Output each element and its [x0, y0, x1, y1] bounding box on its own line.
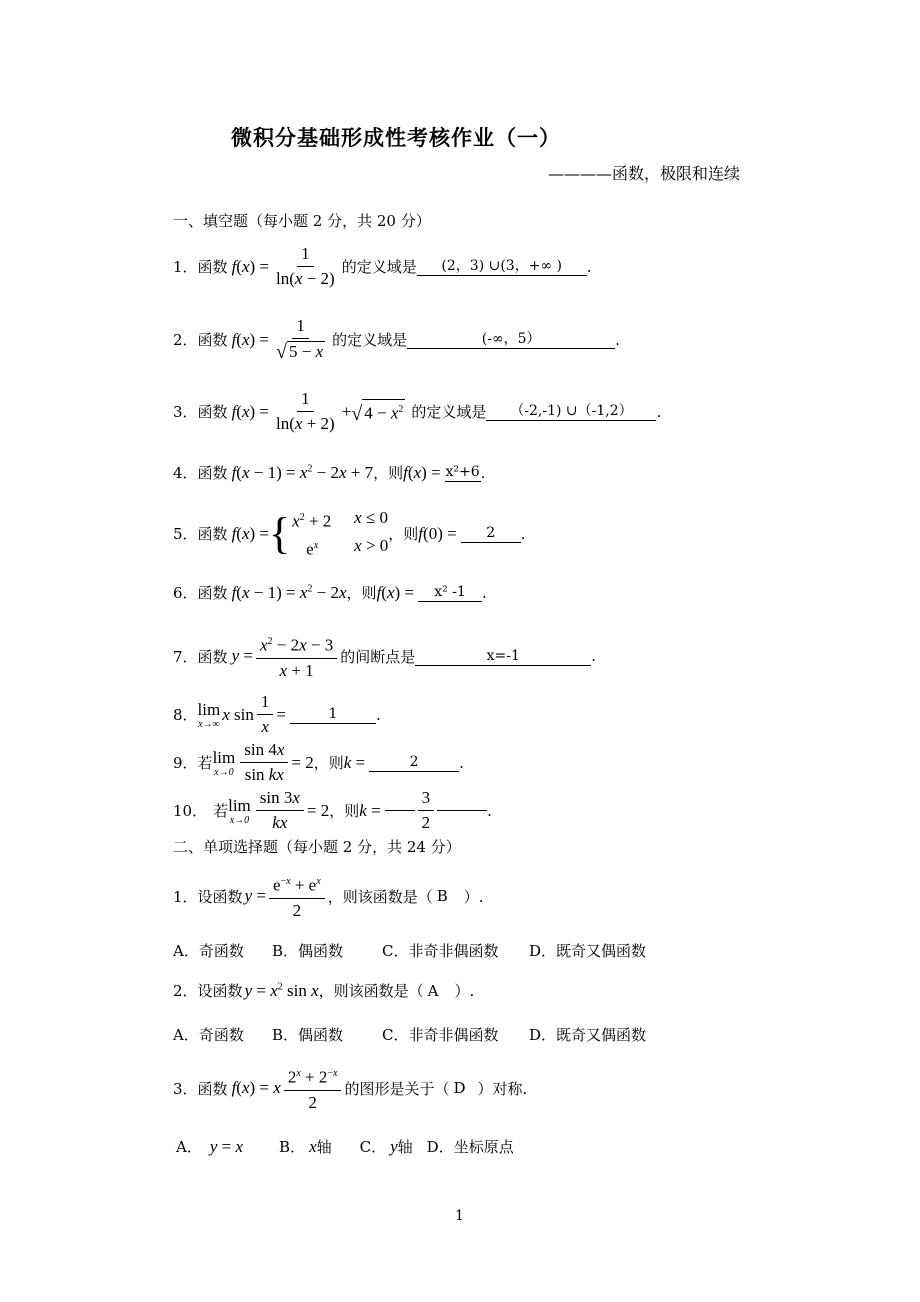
mc3-option-b-label: B．	[279, 1138, 306, 1156]
piecewise	[269, 506, 388, 561]
answer-blank: (2，3) ∪(3，+∞ )	[417, 257, 587, 276]
period: .	[375, 705, 381, 724]
answer-numerator: 3	[418, 788, 435, 811]
mc3-option-a-formula: y = x	[209, 1136, 244, 1156]
fraction	[269, 872, 325, 921]
word-ruo: 若	[213, 802, 229, 820]
formula-paren: (	[236, 401, 242, 421]
mc1-option-d: D．既奇又偶函数	[529, 942, 647, 960]
question-10	[173, 788, 492, 833]
formula: $f(x - 1) = x^2 - 2x + 7$	[231, 462, 374, 482]
answer-blank: (-∞，5）	[407, 330, 615, 349]
piece-cond: x > 0	[354, 535, 389, 555]
question-1	[173, 244, 592, 289]
lim-sub: x→∞	[198, 718, 220, 730]
formula-rhs: k =	[343, 752, 366, 772]
mc3-option-c-var: y	[390, 1136, 398, 1156]
sqrt	[351, 399, 405, 424]
question-7	[173, 632, 596, 681]
mc2-option-b: B．偶函数	[272, 1026, 344, 1044]
word-ze: ，则	[346, 584, 377, 602]
fraction-denominator: kx	[272, 813, 288, 832]
word-hanshu: 函数	[197, 1079, 228, 1098]
word-zegai: ，则该函数是（	[318, 982, 424, 1000]
mc3-options	[176, 1136, 514, 1157]
formula: x sin	[222, 704, 254, 724]
question-6	[173, 582, 487, 603]
sqrt-sign: √	[276, 341, 287, 363]
brace: {	[269, 508, 291, 558]
mc1-option-c: C．非奇非偶函数	[382, 942, 499, 960]
question-number: 3．	[173, 403, 198, 421]
word-hanshu: 函数	[197, 403, 228, 421]
limit	[213, 748, 236, 778]
answer-blank: x=-1	[415, 647, 591, 666]
answer-blank: 2	[369, 753, 459, 772]
fraction	[257, 692, 274, 737]
period: .	[487, 801, 492, 820]
word-ruo: 若	[197, 754, 213, 772]
question-number: 9．	[173, 754, 198, 772]
question-number: 2．	[173, 331, 198, 349]
question-number: 4．	[173, 464, 198, 482]
question-number: 1．	[173, 887, 198, 906]
plus-sign: +	[341, 401, 352, 421]
fraction	[272, 244, 339, 289]
close-paren: ）.	[463, 887, 484, 906]
fraction-denominator: 2	[292, 900, 302, 920]
formula-var: x	[241, 256, 250, 276]
fraction	[284, 1064, 342, 1113]
lim-sub: x→0	[229, 814, 250, 826]
sqrt-sign: √	[351, 402, 363, 425]
fraction	[256, 788, 304, 833]
mc3-option-d: D．坐标原点	[426, 1138, 514, 1156]
mc3-option-a-label: A．	[176, 1138, 202, 1156]
fraction-numerator: sin 3x	[256, 788, 304, 811]
word-hanshu: 函数	[197, 331, 228, 349]
fraction-denominator: ln(x + 2)	[276, 414, 335, 433]
formula-var: x	[241, 329, 250, 349]
fraction-denominator: 2	[308, 1092, 317, 1112]
word-ze: ，则	[373, 464, 404, 482]
formula-lhs: y =	[244, 886, 266, 906]
word-hanshu: 函数	[197, 525, 228, 544]
fraction	[272, 389, 339, 434]
word-ze: ，则	[329, 802, 360, 820]
section-fill-blank-heading: 一、填空题（每小题 2 分，共 20 分）	[173, 212, 431, 230]
word-shehanshu: 设函数	[197, 887, 243, 906]
lim-word: lim	[212, 747, 236, 767]
piecewise-rows	[292, 506, 388, 561]
answer-blank: x² -1	[418, 583, 482, 602]
page-subtitle: ————函数，极限和连续	[548, 164, 741, 183]
question-number: 1．	[173, 258, 198, 276]
piece-cond: x ≤ 0	[354, 508, 389, 527]
word-ze: ，则	[388, 525, 419, 544]
question-number: 7．	[173, 647, 198, 666]
formula-rhs: f(0) =	[418, 523, 457, 543]
piecewise-row	[292, 534, 388, 562]
formula-lhs: f	[231, 329, 237, 349]
fraction	[256, 632, 337, 681]
limit	[228, 796, 251, 826]
formula-lhs: f(x) = x	[231, 1078, 281, 1098]
word-hanshu: 函数	[197, 584, 228, 602]
formula-var: x	[241, 401, 250, 421]
fraction-numerator: 1	[297, 389, 314, 412]
fraction-denominator: sin kx	[244, 765, 284, 784]
word-duichen: ）对称.	[477, 1079, 528, 1098]
word-tuxing: 的图形是关于（	[344, 1079, 450, 1098]
fraction-numerator: sin 4x	[240, 740, 288, 763]
answer: B	[436, 887, 448, 906]
word-hanshu: 函数	[197, 647, 228, 666]
formula-lhs: y =	[231, 646, 253, 666]
sqrt	[276, 341, 325, 362]
formula-paren: (	[236, 329, 242, 349]
question-number: 5．	[173, 525, 198, 544]
lim-word: lim	[228, 795, 251, 815]
mc1-option-b: B．偶函数	[272, 942, 344, 960]
word-zegai: ，则该函数是（	[327, 887, 433, 906]
word-domain: 的定义域是	[341, 258, 417, 276]
formula-rhs: f(x) =	[403, 462, 441, 482]
word-domain: 的定义域是	[411, 403, 487, 421]
fraction-denominator	[272, 339, 329, 363]
question-number: 6．	[173, 584, 198, 602]
formula-eq: = 2	[306, 800, 330, 820]
period: .	[482, 583, 487, 602]
answer: D	[453, 1079, 466, 1098]
formula-eq: ) =	[249, 401, 270, 421]
fraction-numerator: 1	[297, 244, 314, 267]
question-9	[173, 740, 464, 785]
formula: $y = x^2$ sin x	[244, 980, 319, 1000]
mc2-option-d: D．既奇又偶函数	[529, 1026, 647, 1044]
period: .	[459, 753, 464, 772]
period: .	[591, 647, 597, 666]
answer-blank-right	[437, 810, 487, 811]
fraction	[272, 316, 329, 363]
question-number: 3．	[173, 1079, 198, 1098]
mc-question-3	[173, 1064, 527, 1113]
page-number: 1	[455, 1208, 464, 1224]
mc-question-2	[173, 980, 474, 1001]
sqrt-radicand: 5 − x	[289, 342, 324, 361]
piecewise-row	[292, 506, 388, 534]
question-number: 2．	[173, 982, 198, 1000]
fraction-numerator: $x^2 - 2x - 3$	[256, 632, 337, 659]
mc1-option-a: A．奇函数	[173, 942, 244, 960]
question-3	[173, 389, 661, 434]
mc3-option-b-var: x	[309, 1136, 317, 1156]
formula-lhs: f	[231, 256, 237, 276]
piece-expr: $e^x$	[306, 539, 319, 559]
piece-expr: $x^2 + 2$	[292, 511, 332, 531]
fraction-denominator: ln(x − 2)	[276, 269, 335, 288]
answer-denominator: 2	[421, 813, 431, 832]
mc2-option-a: A．奇函数	[173, 1026, 244, 1044]
answer: A	[427, 981, 439, 1000]
formula-lhs: f	[231, 401, 237, 421]
formula-eq: ) =	[249, 329, 270, 349]
fraction-numerator: 1	[292, 316, 309, 339]
close-paren: ）.	[454, 982, 475, 1000]
word-domain: 的定义域是	[332, 331, 408, 349]
formula-rhs: k =	[359, 800, 381, 820]
period: .	[586, 257, 592, 276]
answer-blank: 2	[461, 524, 521, 543]
formula-rhs: f(x) =	[376, 582, 415, 602]
fraction-numerator: $2^x + 2^{-x}$	[284, 1064, 342, 1091]
period: .	[656, 402, 662, 421]
answer-blank: （-2,-1) ∪（-1,2）	[486, 402, 656, 421]
answer-blank-left	[385, 810, 415, 811]
word-ze: ，则	[313, 754, 344, 772]
mc3-option-c-label: C．	[359, 1138, 387, 1156]
mc2-option-c: C．非奇非偶函数	[382, 1026, 499, 1044]
period: .	[480, 463, 486, 482]
question-5	[173, 506, 525, 561]
fraction-denominator: x	[261, 717, 269, 736]
formula-eq: ) =	[249, 256, 270, 276]
question-4	[173, 462, 485, 483]
period: .	[615, 330, 620, 349]
mc-question-1	[173, 872, 484, 921]
fraction-numerator: $e^{-x} + e^x$	[269, 872, 325, 899]
formula-eq: =	[276, 704, 286, 724]
limit	[198, 700, 221, 730]
question-2	[173, 316, 620, 363]
formula: $f(x - 1) = x^2 - 2x$	[231, 582, 347, 602]
lim-sub: x→0	[214, 766, 234, 778]
sqrt-radicand: $4 - x^2$	[362, 399, 405, 424]
section-multiple-choice-heading: 二、单项选择题（每小题 2 分，共 24 分）	[173, 838, 461, 856]
word-hanshu: 函数	[197, 258, 228, 276]
fraction-denominator: x + 1	[279, 660, 314, 680]
question-number: 10．	[173, 802, 208, 820]
fraction-numerator: 1	[257, 692, 274, 715]
answer-blank: 1	[290, 705, 376, 724]
formula-eq: = 2	[291, 752, 314, 772]
word-discontinuity: 的间断点是	[340, 647, 416, 666]
formula-lhs: f(x) =	[231, 523, 270, 543]
word-hanshu: 函数	[197, 464, 228, 482]
lim-word: lim	[197, 699, 221, 719]
page-title: 微积分基础形成性考核作业（一）	[231, 126, 561, 150]
period: .	[520, 524, 526, 543]
question-8	[173, 692, 381, 737]
mc3-option-c-text: 轴	[397, 1138, 413, 1156]
formula-lhs-arg: (	[236, 256, 242, 276]
question-number: 8．	[173, 706, 198, 724]
answer-blank: x²+6	[445, 464, 480, 480]
fraction	[240, 740, 288, 785]
answer-fraction	[418, 788, 435, 833]
word-shehanshu: 设函数	[197, 982, 243, 1000]
mc3-option-b-text: 轴	[316, 1138, 332, 1156]
